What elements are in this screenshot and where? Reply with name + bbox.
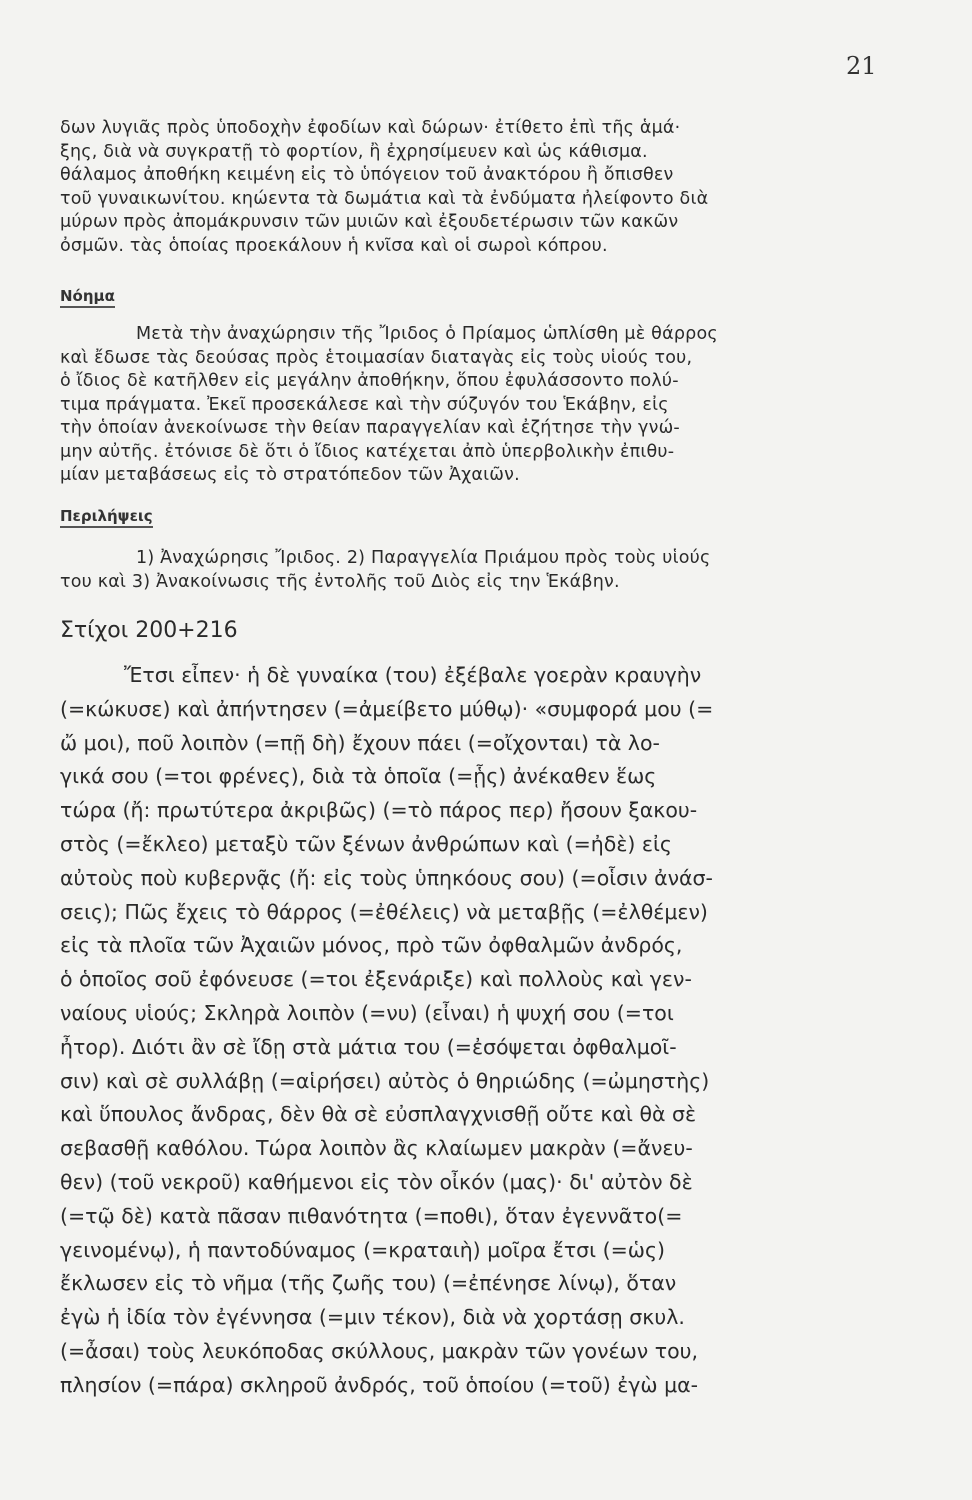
text-line: ἦτορ). Διότι ἂν σὲ ἴδῃ στὰ μάτια του (=ἐσόψεται ὀφθαλμοῖ- <box>60 1034 677 1059</box>
text-line: Ἔτσι εἶπεν· ἡ δὲ γυναίκα (του) ἐξέβαλε γοερὰν κραυγὴν <box>124 663 702 687</box>
text-line: ὁ ἴδιος δὲ κατῆλθεν εἰς μεγάλην ἀποθήκην, ὅπου ἐφυλάσσοντο πολύ- <box>60 371 679 391</box>
text-line: καὶ ὕπουλος ἄνδρας, δὲν θὰ σὲ εὐσπλαγχνισθῇ οὔτε καὶ θὰ σὲ <box>60 1102 697 1127</box>
text-line: σιν) καὶ σὲ συλλάβῃ (=αἱρήσει) αὐτὸς ὁ θηριώδης (=ὠμηστὴς) <box>60 1068 710 1093</box>
text-line: θεν) (τοῦ νεκροῦ) καθήμενοι εἰς τὸν οἶκόν (μας)· δι' αὐτὸν δὲ <box>60 1169 693 1194</box>
text-line: θάλαμος ἀποθήκη κειμένη εἰς τὸ ὑπόγειον τοῦ ἀνακτόρου ἢ ὄπισθεν <box>60 165 674 185</box>
text-line: τοῦ γυναικωνίτου. κηώεντα τὰ δωμάτια καὶ τὰ ἐνδύματα ἠλείφοντο διὰ <box>60 188 709 209</box>
text-line: σεβασθῇ καθόλου. Τώρα λοιπὸν ἂς κλαίωμεν μακρὰν (=ἄνευ- <box>60 1136 693 1161</box>
text-line: μύρων πρὸς ἀπομάκρυνσιν τῶν μυιῶν καὶ ἐξουδετέρωσιν τῶν κακῶν <box>60 212 679 232</box>
text-line: αὐτοὺς ποὺ κυβερνᾷς (ἤ: εἰς τοὺς ὑπηκόους σου) (=οἷσιν ἀνάσ- <box>60 865 713 890</box>
text-line: ὀσμῶν. τὰς ὁποίας προεκάλουν ἡ κνῖσα καὶ οἱ σωροὶ κόπρου. <box>60 235 608 256</box>
text-line: μίαν μεταβάσεως εἰς τὸ στρατόπεδον τῶν Ἀχαιῶν. <box>60 465 520 485</box>
perilipseis-block <box>60 547 886 594</box>
stichoi-title: Στίχοι 200+216 <box>60 618 238 643</box>
text-line: (=τῷ δὲ) κατὰ πᾶσαν πιθανότητα (=ποθι), ὅταν ἐγεννᾶτο(= <box>60 1203 683 1228</box>
noima-block <box>60 323 886 488</box>
text-line: 1) Ἀναχώρησις Ἴριδος. 2) Παραγγελία Πριάμου πρὸς τοὺς υἱούς <box>136 548 711 568</box>
text-line: καὶ ἔδωσε τὰς δεούσας πρὸς ἑτοιμασίαν διαταγὰς εἰς τοὺς υἱούς του, <box>60 347 693 368</box>
text-line: ἔκλωσεν εἰς τὸ νῆμα (τῆς ζωῆς του) (=ἐπένησε λίνῳ), ὅταν <box>60 1271 677 1296</box>
text-line: γεινομένῳ), ἡ παντοδύναμος (=κραταιὴ) μοῖρα ἔτσι (=ὡς) <box>60 1237 666 1262</box>
noima-heading: Νόημα <box>60 287 115 308</box>
text-line: ὤ μοι), ποῦ λοιπὸν (=πῇ δὴ) ἔχουν πάει (=οἴχονται) τὰ λο- <box>60 730 660 755</box>
text-line: πλησίον (=πάρα) σκληροῦ ἀνδρός, τοῦ ὁποίου (=τοῦ) ἐγὼ μα- <box>60 1372 699 1397</box>
text-line: τιμα πράγματα. Ἐκεῖ προσεκάλεσε καὶ τὴν σύζυγόν του Ἑκάβην, εἰς <box>60 394 669 415</box>
text-line: μην αὐτῆς. ἐτόνισε δὲ ὅτι ὁ ἴδιος κατέχεται ἀπὸ ὑπερβολικὴν ἐπιθυ- <box>60 441 675 462</box>
text-line: εἰς τὰ πλοῖα τῶν Ἀχαιῶν μόνος, πρὸ τῶν ὀφθαλμῶν ἀνδρός, <box>60 933 683 958</box>
text-line: του καὶ 3) Ἀνακοίνωσις τῆς ἐντολῆς τοῦ Διὸς εἰς την Ἑκάβην. <box>60 571 620 592</box>
page-number: 21 <box>846 52 877 80</box>
translation-block <box>60 659 886 1403</box>
text-line: στὸς (=ἔκλεο) μεταξὺ τῶν ξένων ἀνθρώπων καὶ (=ἠδὲ) εἰς <box>60 831 672 856</box>
text-line: σεις); Πῶς ἔχεις τὸ θάρρος (=ἐθέλεις) νὰ μεταβῇς (=ἐλθέμεν) <box>60 899 708 924</box>
perilipseis-heading: Περιλήψεις <box>60 507 153 528</box>
text-line: ναίους υἱούς; Σκληρὰ λοιπὸν (=νυ) (εἶναι) ἡ ψυχή σου (=τοι <box>60 1000 674 1025</box>
text-line: δων λυγιᾶς πρὸς ὑποδοχὴν ἐφοδίων καὶ δώρων· ἐτίθετο ἐπὶ τῆς ἁμά· <box>60 118 681 138</box>
text-line: γικά σου (=τοι φρένες), διὰ τὰ ὁποῖα (=ᾗς) ἀνέκαθεν ἕως <box>60 764 657 789</box>
text-line: ἐγὼ ἡ ἰδία τὸν ἐγέννησα (=μιν τέκον), διὰ νὰ χορτάσῃ σκυλ. <box>60 1305 685 1330</box>
text-line: ξης, διὰ νὰ συγκρατῇ τὸ φορτίον, ἢ ἐχρησίμευεν καὶ ὡς κάθισμα. <box>60 141 648 162</box>
text-line: ὁ ὁποῖος σοῦ ἐφόνευσε (=τοι ἐξενάριξε) καὶ πολλοὺς καὶ γεν- <box>60 967 692 992</box>
text-line: τὴν ὁποίαν ἀνεκοίνωσε τὴν θείαν παραγγελίαν καὶ ἐζήτησε τὴν γνώ- <box>60 418 680 438</box>
text-line: (=κώκυσε) καὶ ἀπήντησεν (=ἀμείβετο μύθῳ)· «συμφορά μου (= <box>60 696 714 721</box>
text-line: Μετὰ τὴν ἀναχώρησιν τῆς Ἴριδος ὁ Πρίαμος ὡπλίσθη μὲ θάρρος <box>136 324 718 344</box>
text-line: τώρα (ἤ: πρωτύτερα ἀκριβῶς) (=τὸ πάρος περ) ἤσουν ξακου- <box>60 798 698 823</box>
commentary-block <box>60 117 886 258</box>
text-line: (=ἆσαι) τοὺς λευκόποδας σκύλλους, μακρὰν τῶν γονέων του, <box>60 1338 699 1363</box>
